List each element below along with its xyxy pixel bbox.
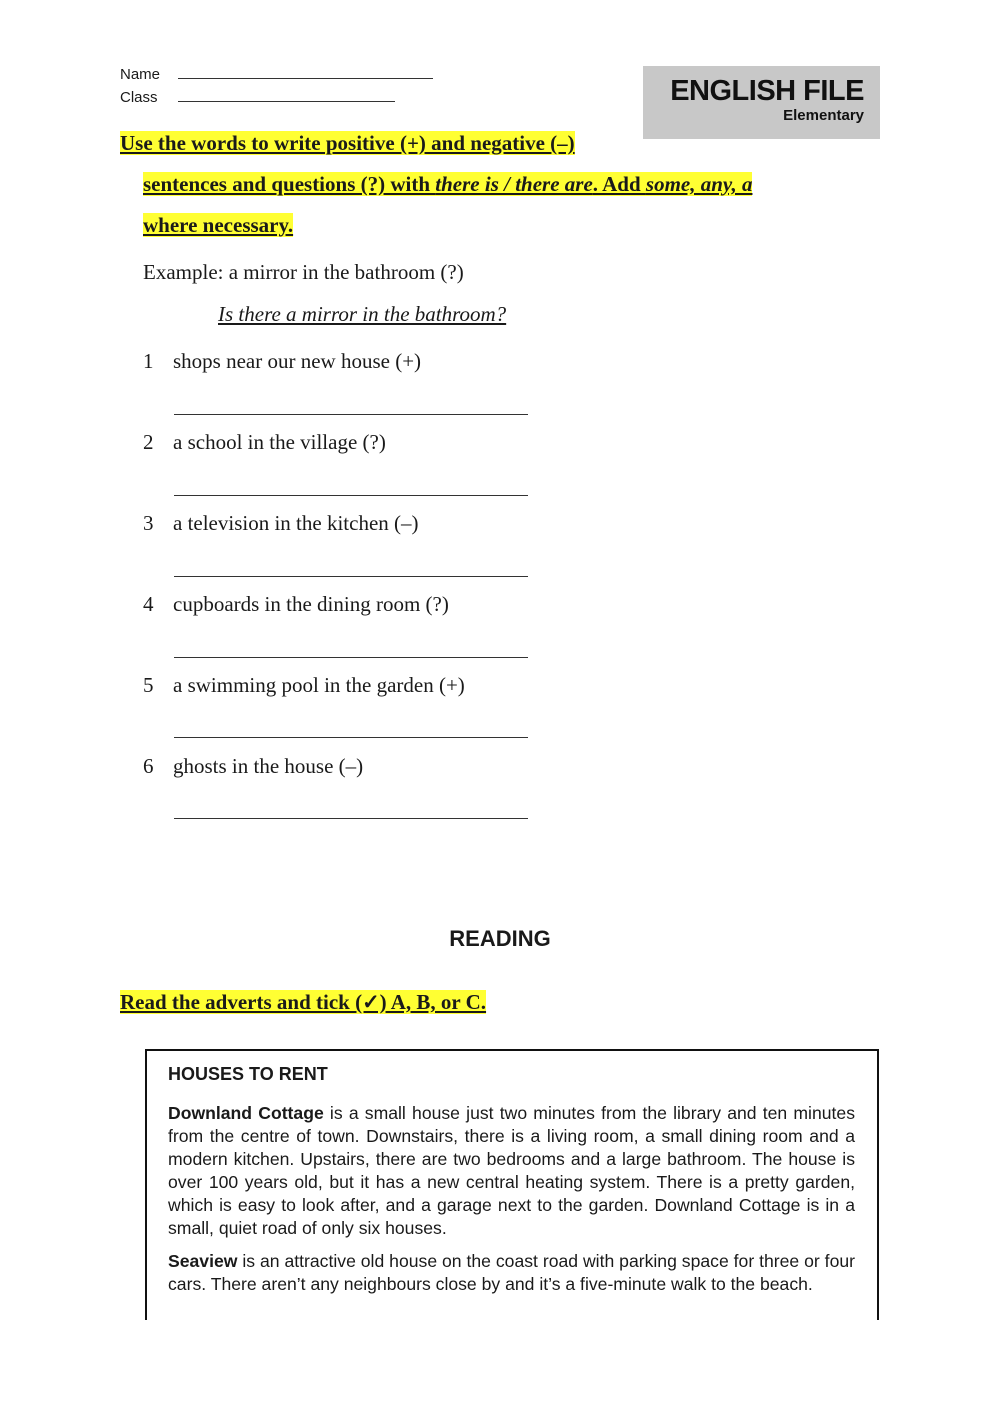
class-label: Class: [120, 89, 158, 106]
english-file-logo: [643, 66, 880, 139]
answer-line-6[interactable]: [174, 817, 528, 819]
exercise-item-6: 6 ghosts in the house (–): [143, 754, 364, 778]
name-field: [120, 64, 433, 83]
class-field: [120, 87, 395, 106]
name-blank[interactable]: [178, 64, 433, 79]
instruction-line-2: sentences and questions (?) with there is / there are. Add some, any, a: [143, 172, 753, 196]
answer-line-4[interactable]: [174, 656, 528, 658]
answer-line-2[interactable]: [174, 494, 528, 496]
exercise-item-5: 5 a swimming pool in the garden (+): [143, 673, 465, 697]
advert-title: HOUSES TO RENT: [168, 1064, 328, 1084]
reading-heading: READING: [449, 926, 551, 951]
advert-seaview: Seaview is an attractive old house on the coast road with parking space for three or four cars. There aren’t any neighbours close by and it’s a five-minute walk to the beach.: [168, 1251, 855, 1294]
answer-line-5[interactable]: [174, 736, 528, 738]
exercise-item-3: 3 a television in the kitchen (–): [143, 511, 419, 535]
exercise-item-4: 4 cupboards in the dining room (?): [143, 592, 449, 616]
instruction-line-3: where necessary.: [143, 213, 294, 237]
answer-line-3[interactable]: [174, 575, 528, 577]
class-blank[interactable]: [178, 87, 395, 102]
example-prompt: Example: a mirror in the bathroom (?): [143, 260, 464, 284]
exercise-item-1: 1 shops near our new house (+): [143, 349, 422, 373]
advert-downland-cottage: Downland Cottage is a small house just two minutes from the library and ten minutes from the centre of town. Downstairs, there is a living room, a small dining room and a modern kitchen. Upstairs, there are two bedrooms and a large bathroom. The house is over 100 years old, but it has a new central heating system. There is a pretty garden, which is easy to look after, and a garage next to the garden. Downland Cottage is in a small, quiet road of only six houses.: [168, 1103, 855, 1238]
logo-subtitle: Elementary: [783, 107, 864, 124]
logo-title: ENGLISH FILE: [670, 75, 864, 107]
exercise-item-2: 2 a school in the village (?): [143, 430, 386, 454]
reading-instruction: Read the adverts and tick (✓) A, B, or C.: [120, 990, 487, 1014]
houses-advert-box: [145, 1049, 879, 1339]
instruction-line-1: Use the words to write positive (+) and negative (–): [120, 131, 575, 155]
name-label: Name: [120, 66, 161, 83]
answer-line-1[interactable]: [174, 413, 528, 415]
example-answer: Is there a mirror in the bathroom?: [218, 302, 507, 326]
page-cutoff: [0, 1320, 1000, 1408]
